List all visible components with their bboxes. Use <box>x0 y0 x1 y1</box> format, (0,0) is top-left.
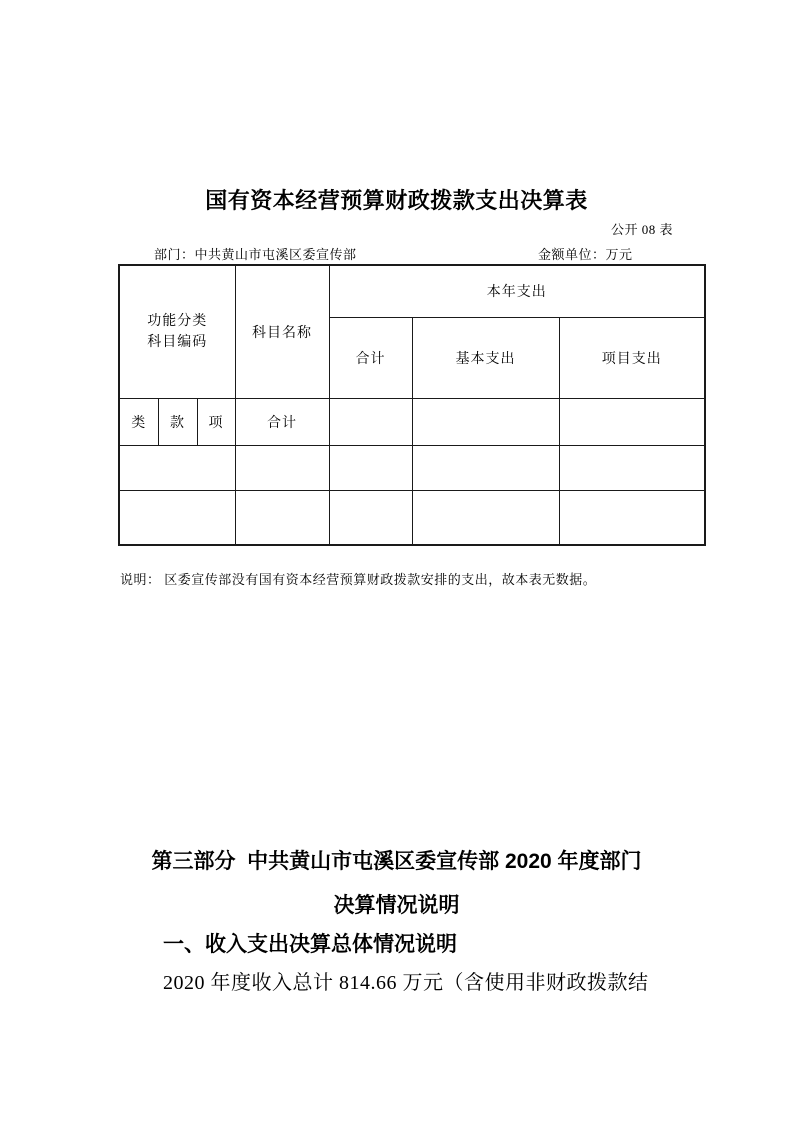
cell-clause: 款 <box>158 398 197 445</box>
section3-subheading: 一、收入支出决算总体情况说明 <box>163 933 457 956</box>
cell-item: 项 <box>197 398 235 445</box>
cell-code <box>119 445 235 490</box>
expenditure-table <box>118 264 706 546</box>
cell-subject: 合计 <box>235 398 329 445</box>
section3-heading-line1: 第三部分 中共黄山市屯溪区委宣传部 2020 年度部门 <box>151 850 642 873</box>
function-code-line2: 科目编码 <box>147 334 208 350</box>
cell-total <box>329 490 412 545</box>
cell-code <box>119 490 235 545</box>
cell-project <box>559 490 705 545</box>
department-label: 部门：中共黄山市屯溪区委宣传部 <box>154 247 357 262</box>
cell-subject <box>235 490 329 545</box>
cell-class: 类 <box>119 398 158 445</box>
table-note: 说明： 区委宣传部没有国有资本经营预算财政拨款安排的支出，故本表无数据。 <box>120 572 597 587</box>
header-cell-basic-expenditure: 基本支出 <box>412 317 559 398</box>
header-cell-subject-name: 科目名称 <box>235 265 329 398</box>
cell-project <box>559 398 705 445</box>
header-cell-current-year-expenditure: 本年支出 <box>329 265 705 317</box>
cell-basic <box>412 490 559 545</box>
table-title: 国有资本经营预算财政拨款支出决算表 <box>205 188 588 213</box>
cell-total <box>329 445 412 490</box>
table-header-row-1 <box>119 265 705 317</box>
header-cell-total: 合计 <box>329 317 412 398</box>
cell-basic <box>412 445 559 490</box>
section3-heading-line2: 决算情况说明 <box>333 894 460 917</box>
cell-project <box>559 445 705 490</box>
cell-basic <box>412 398 559 445</box>
table-code-label: 公开 08 表 <box>611 222 674 237</box>
header-cell-project-expenditure: 项目支出 <box>559 317 705 398</box>
table-row <box>119 398 705 445</box>
section3-paragraph: 2020 年度收入总计 814.66 万元（含使用非财政拨款结 <box>163 972 649 994</box>
table-row <box>119 445 705 490</box>
cell-subject <box>235 445 329 490</box>
amount-unit-label: 金额单位：万元 <box>538 247 633 262</box>
header-cell-function-code <box>119 265 235 398</box>
table-row <box>119 490 705 545</box>
function-code-line1: 功能分类 <box>147 313 208 329</box>
cell-total <box>329 398 412 445</box>
